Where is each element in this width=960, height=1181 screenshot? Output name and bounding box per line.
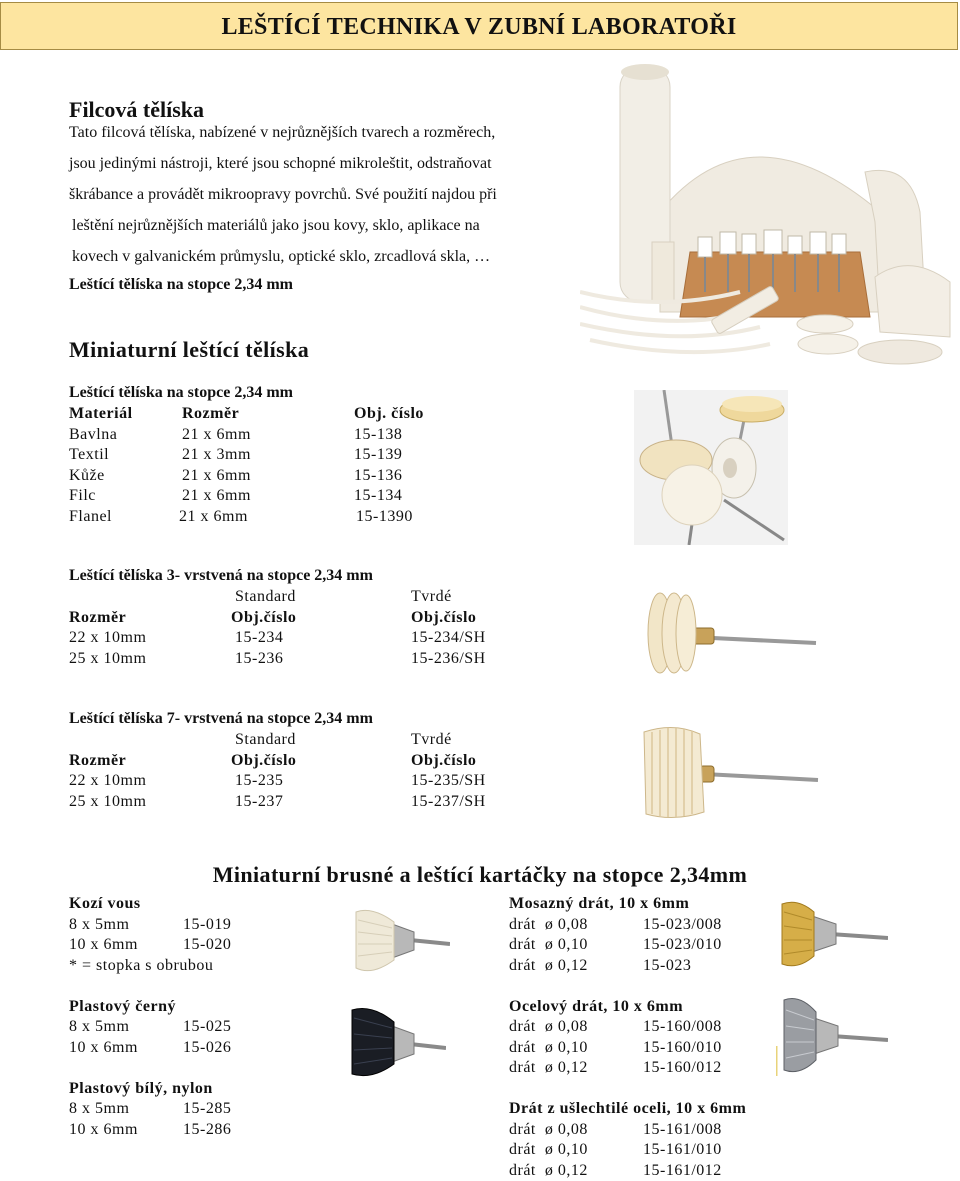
layer7-title: Leštící tělíska 7- vrstvená na stopce 2,34 mm bbox=[69, 710, 373, 727]
layer3-table: Standard Tvrdé Rozměr Obj.číslo Obj.číslo 22 x 10mm 15-234 15-234/SH 25 x 10mm 15-236 15-236/SH bbox=[69, 588, 486, 667]
brass-title: Mosazný drát, 10 x 6mm bbox=[509, 895, 690, 912]
goat-note: * = stopka s obrubou bbox=[69, 956, 214, 974]
layer7-wheel-image bbox=[634, 722, 820, 822]
felt-line: Tato filcová tělíska, nabízené v nejrůznějších tvarech a rozměrech, bbox=[69, 124, 496, 141]
felt-assortment-image bbox=[580, 62, 958, 372]
brushes-right-column: Mosazný drát, 10 x 6mm drát ø 0,08 15-023/008 drát ø 0,10 15-023/010 drát ø 0,12 15-023 Ocelový drát, 10 x 6mm drát ø 0,08 15-160/008 drát ø 0,10 15-160/010 drát ø 0,12 15-160/012 Drát z ušlechtilé oceli, 10 x 6mm drát ø 0,08 15-161/008 drát ø 0,10 15-161/010 drát ø 0,12 15-161/012 bbox=[509, 895, 747, 1179]
layer3-wheel-image bbox=[622, 585, 818, 680]
felt-line: kovech v galvanickém průmyslu, optické sklo, zrcadlová skla, … bbox=[72, 248, 491, 265]
page-title: LEŠTÍCÍ TECHNIKA V ZUBNÍ LABORATOŘI bbox=[221, 14, 737, 40]
goat-brush-image bbox=[352, 906, 450, 976]
goat-title: Kozí vous bbox=[69, 895, 141, 912]
brass-brush-image bbox=[778, 898, 888, 974]
felt-line: škrábance a provádět mikroopravy povrchů. Své použití najdou při bbox=[69, 186, 497, 203]
mini-wheels-image bbox=[634, 390, 788, 545]
felt-description bbox=[69, 117, 497, 272]
felt-label: Leštící tělíska na stopce 2,34 mm bbox=[69, 276, 293, 293]
steel-brush-image bbox=[776, 994, 888, 1080]
layer3-title: Leštící tělíska 3- vrstvená na stopce 2,34 mm bbox=[69, 567, 373, 584]
layer7-table: Standard Tvrdé Rozměr Obj.číslo Obj.číslo 22 x 10mm 15-235 15-235/SH 25 x 10mm 15-237 15-237/SH bbox=[69, 731, 486, 810]
steel-title: Ocelový drát, 10 x 6mm bbox=[509, 997, 684, 1015]
black-brush-image bbox=[350, 1004, 446, 1080]
felt-heading: Filcová tělíska bbox=[69, 97, 205, 122]
brushes-heading: Miniaturní brusné a leštící kartáčky na stopce 2,34mm bbox=[212, 862, 748, 887]
white-title: Plastový bílý, nylon bbox=[69, 1079, 213, 1097]
mini-subtitle: Leštící tělíska na stopce 2,34 mm bbox=[69, 384, 293, 401]
brushes-left-column: Kozí vous 8 x 5mm 15-019 10 x 6mm 15-020 * = stopka s obrubou Plastový černý 8 x 5mm 15-025 10 x 6mm 15-026 Plastový bílý, nylon 8 x 5mm 15-285 10 x 6mm 15-286 bbox=[69, 895, 232, 1138]
felt-line: leštění nejrůznějších materiálů jako jsou kovy, sklo, aplikace na bbox=[72, 217, 480, 234]
felt-line: jsou jedinými nástroji, které jsou schopné mikroleštit, odstraňovat bbox=[69, 155, 492, 172]
mini-table: Materiál Rozměr Obj. číslo Bavlna 21 x 6mm 15-138 Textil 21 x 3mm 15-139 Kůže 21 x 6mm 15-136 Filc 21 x 6mm 15-134 Flanel 21 x 6mm 15-1390 bbox=[69, 405, 424, 525]
stainless-title: Drát z ušlechtilé oceli, 10 x 6mm bbox=[509, 1100, 747, 1117]
black-title: Plastový černý bbox=[69, 997, 176, 1015]
mini-heading: Miniaturní leštící tělíska bbox=[69, 337, 310, 362]
